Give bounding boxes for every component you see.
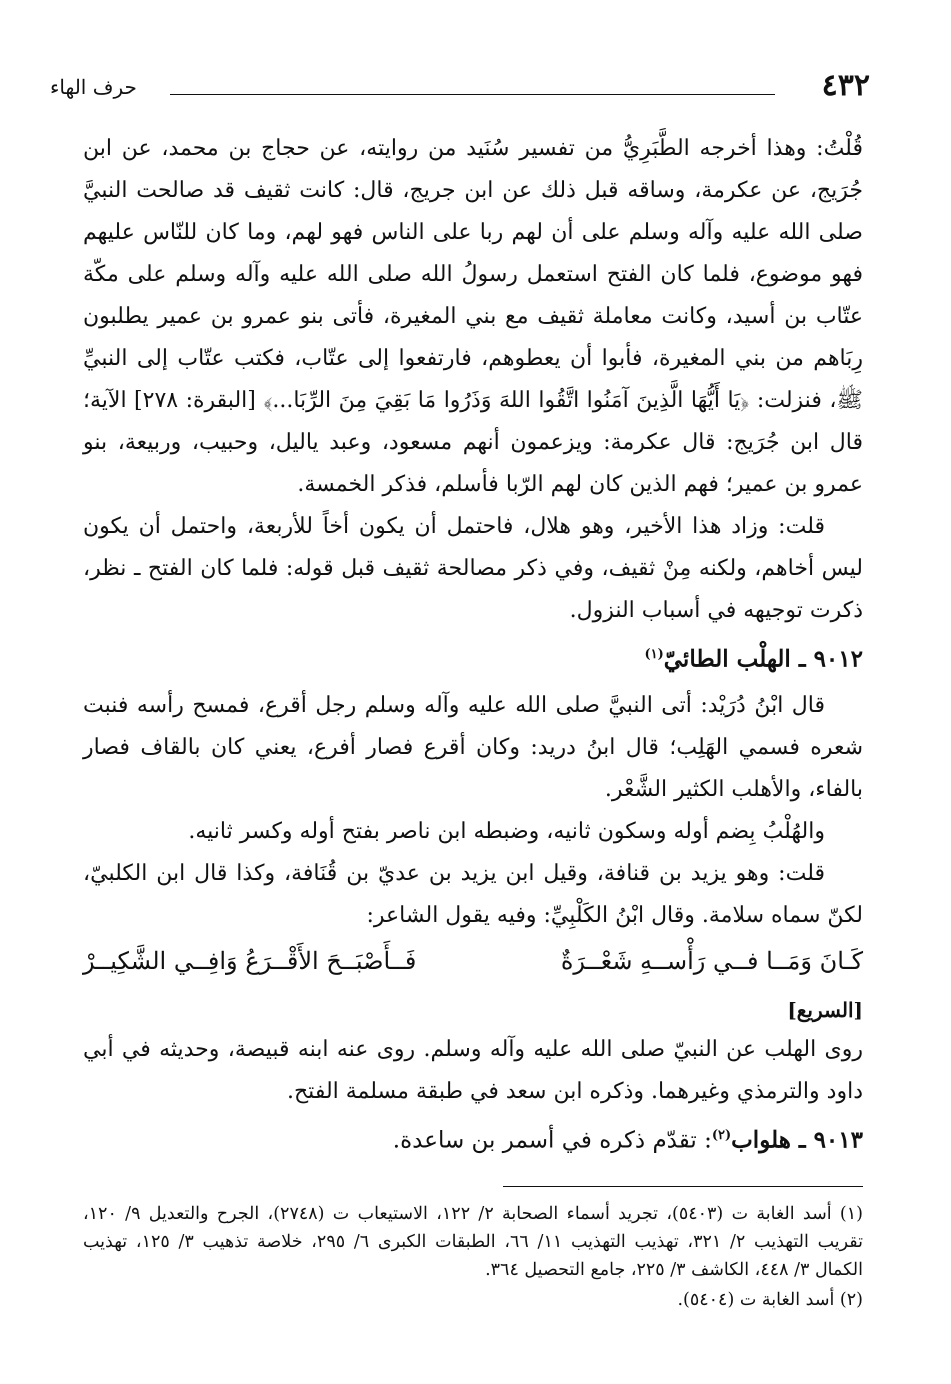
entry-title: ٩٠١٣ ـ هلواب [731, 1126, 863, 1154]
page-number: ٤٣٢ [821, 68, 870, 103]
footnotes [83, 1200, 863, 1314]
paragraph-lineage: قلت: وهو يزيد بن قنافة، وقيل ابن يزيد بن عديّ بن قُنَافة، وكذا قال ابن الكلبيّ، لكنّ سماه سلامة. وقال ابْنُ الكَلْبِيِّ: وفيه يقول الشاعر: [83, 860, 863, 928]
running-header [50, 66, 870, 106]
footnote-ref-1: (١) [644, 647, 664, 662]
verse-second-hemistich: فَــأَصْبَــحَ الأَقْــرَعُ وَافِــي الشَّكِيــرْ [83, 946, 417, 975]
paragraph-narration: روى الهلب عن النبيّ صلى الله عليه وآله وسلم. روى عنه ابنه قبيصة، وحديثه في أبي داود والترمذي وغيرهما. وذكره ابن سعد في طبقة مسلمة الفتح. [83, 1036, 863, 1104]
poetry-verse [83, 943, 863, 993]
footnote-ref-2: (٢) [711, 1127, 732, 1143]
section-title: حرف الهاء [50, 75, 137, 99]
entry-text: : تقدّم ذكره في أسمر بن ساعدة. [392, 1127, 712, 1154]
footnote-1: (١) أسد الغابة ت (٥٤٠٣)، تجريد أسماء الصحابة ٢/ ١٢٢، الاستيعاب ت (٢٧٤٨)، الجرح والتعديل ٩/ ١٢٠، تقريب التهذيب ٢/ ٣٢١، تهذيب التهذيب ١١/ ٦٦، الطبقات الكبرى ٦/ ٢٩٥، خلاصة تذهيب ٣/ ١٢٥، تهذيب الكمال ٣/ ٤٤٨، الكاشف ٣/ ٢٢٥، جامع التحصيل ٣٦٤. [83, 1204, 864, 1280]
paragraph-hilal-note: قلت: وزاد هذا الأخير، وهو هلال، فاحتمل أن يكون أخاً للأربعة، واحتمل أن يكون ليس أخاهم، ولكنه مِنْ ثقيف، وفي ذكر مصالحة ثقيف قبل قوله: فلما كان الفتح ـ نظر، ذكرت توجيهه في أسباب النزول. [83, 514, 863, 623]
main-text [83, 128, 863, 1165]
footnote-rule [503, 1186, 863, 1187]
verse-first-hemistich: كَـانَ وَمَــا فــي رَأْســهِ شَعْــرَةٌ [560, 946, 863, 975]
header-rule [170, 94, 775, 95]
footnote-2: (٢) أسد الغابة ت (٥٤٠٤). [677, 1290, 863, 1310]
verse-meter: [السريع] [787, 997, 863, 1022]
paragraph-vocalization: والهُلْبُ بِضم أوله وسكون ثانيه، وضبطه ابن ناصر بفتح أوله وكسر ثانيه. [188, 818, 825, 844]
paragraph-tabari-narration: قُلْتُ: وهذا أخرجه الطَّبَرِيُّ من تفسير سُنَيد من روايته، عن حجاج بن محمد، عن ابن جُرَيج، عن عكرمة، وساقه قبل ذلك عن ابن جريج، قال: كانت ثقيف قد صالحت النبيَّ صلى الله عليه وآله وسلم على أن لهم ربا على الناس فهو لهم، وما كان للنّاس عليهم فهو موضوع، فلما كان الفتح استعمل رسولُ الله صلى الله عليه وآله وسلم على مكّة عتّاب بن أسيد، وكانت معاملة ثقيف مع بني المغيرة، فأتى بنو عمرو بن عمير يطلبون رِبَاهم من بني المغيرة، فأبوا أن يعطوهم، فارتفعوا إلى عتّاب، فكتب عتّاب إلى النبيِّ ﷺ، فنزلت: ﴿يَا أَيُّهَا الَّذِينَ آمَنُوا اتَّقُوا اللهَ وَذَرُوا مَا بَقِيَ مِنَ الرِّبَا...﴾ [البقرة: ٢٧٨] الآية؛ قال ابن جُرَيج: قال عكرمة: ويزعمون أنهم مسعود، وعبد ياليل، وحبيب، وربيعة، بنو عمرو بن عمير؛ فهم الذين كان لهم الرّبا فأسلم، فذكر الخمسة. [83, 136, 863, 497]
entry-heading-9012 [83, 632, 863, 683]
paragraph-ibn-durayd: قال ابْنُ دُرَيْد: أتى النبيَّ صلى الله عليه وآله وسلم رجل أقرع، فمسح رأسه فنبت شعره فسمي الهَلِب؛ قال ابنُ دريد: وكان أقرع فصار أفرع، يعني كان بالقاف فصار بالفاء، والأهلب الكثير الشَّعْر. [83, 692, 863, 802]
entry-title: ٩٠١٢ ـ الهلْب الطائيّ [663, 645, 863, 673]
entry-heading-9013 [83, 1113, 863, 1164]
